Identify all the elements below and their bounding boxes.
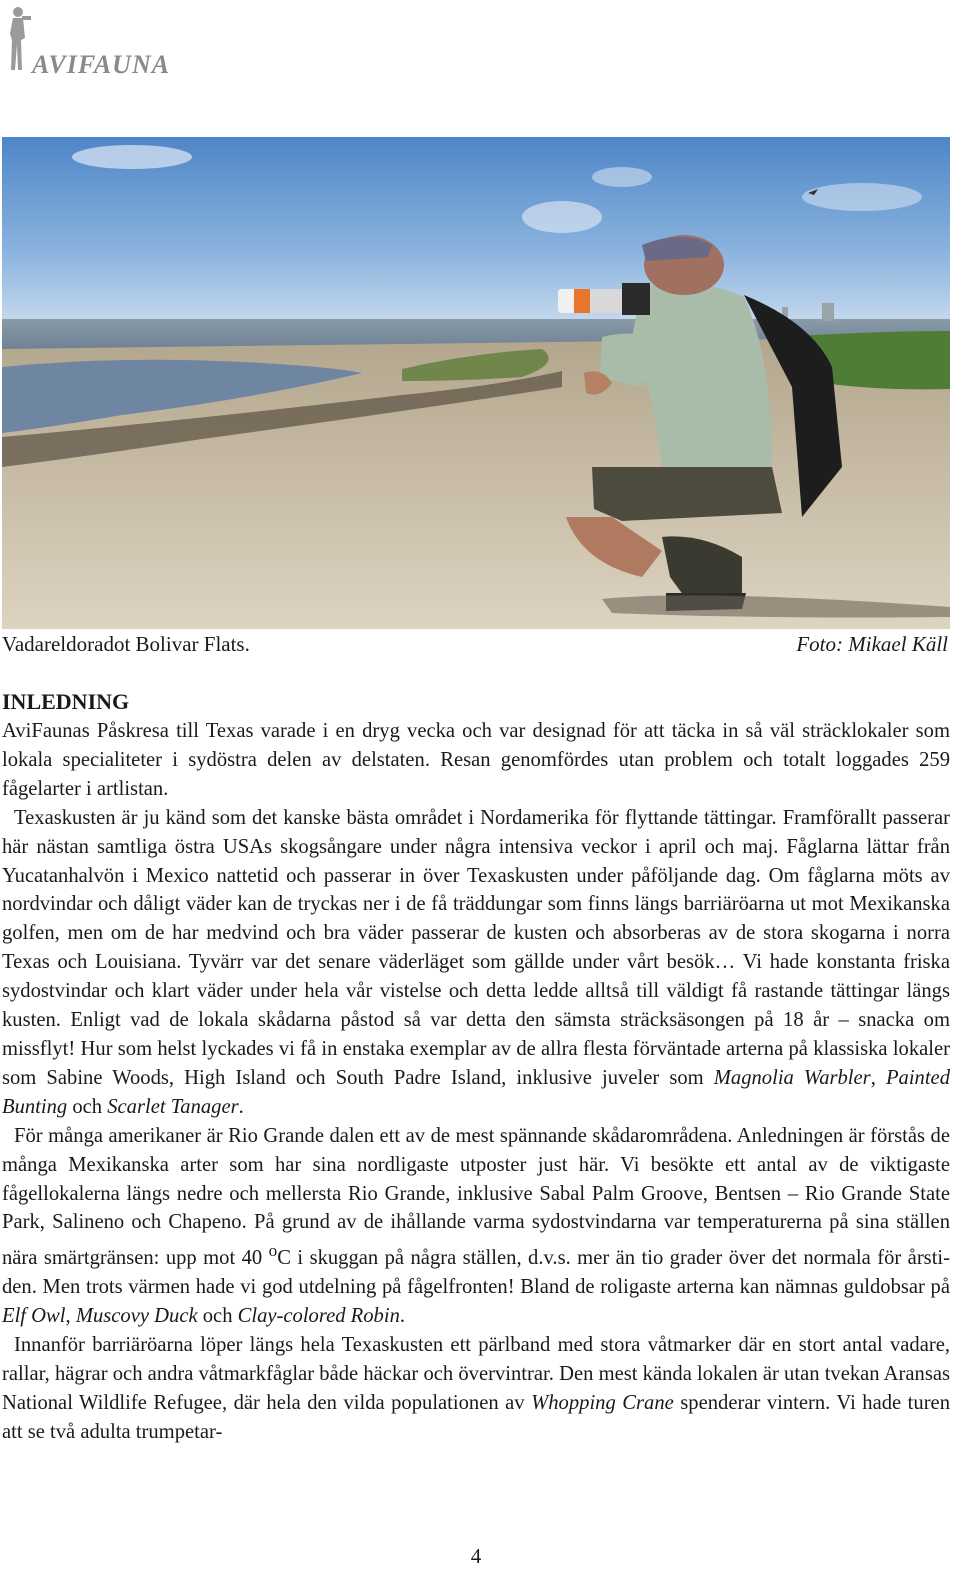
species-name: Scarlet Tanager [107, 1095, 239, 1118]
text-run: , [870, 1066, 886, 1089]
photo-caption: Vadareldoradot Bolivar Flats. [2, 632, 250, 656]
paragraph-3 [2, 1122, 950, 1331]
birdwatcher-logo-icon [4, 4, 34, 76]
text-run: C i skuggan på några ställen, d.v.s. mer än tio grader över det normala för årstiden. Men trots värmen hade vi god utdelning på fågelfronten! Bland de roligaste arterna kan nämnas guldobsar på [2, 1247, 950, 1299]
logo-text: AVIFAUNA [32, 50, 171, 79]
text-run: och [197, 1304, 238, 1327]
paragraph-4 [2, 1331, 950, 1447]
page-number: 4 [470, 1544, 482, 1568]
text-run: AviFaunas Påskresa till Texas varade i en dryg vecka och var designad för att täcka in så väl sträcklokaler som lokala specialiteter i sydöstra delen av delstaten. Resan genomfördes utan problem och totalt loggades 259 fågelarter i artlistan. [2, 720, 950, 800]
paragraph-2 [2, 804, 950, 1122]
text-run: . [238, 1095, 244, 1118]
text-run: För många amerikaner är Rio Grande dalen ett av de mest spännande skådarområdena. Anledningen är förstås de många Mexikanska arter som har sina nordligaste utposter just här. Vi besökte ett antal av de viktigaste fågellokalerna längs nedre och mellersta Rio Grande, inklusive Sabal Palm Groove, Bentsen – Rio Grande State Park, Salineno och Chapeno. På grund av de ihållande varma sydostvindarna var temperaturerna på sina ställen nära smärtgränsen: upp mot 40 [2, 1124, 950, 1270]
section-heading: INLEDNING [2, 689, 130, 714]
text-run: spenderar vintern. Vi hade turen att se två adulta trumpetar- [2, 1391, 950, 1443]
species-name: Magnolia Warbler [713, 1066, 871, 1089]
photo-credit: Foto: Mikael Käll [796, 632, 948, 656]
degree-superscript: o [268, 1241, 278, 1261]
species-name: Muscovy Duck [75, 1304, 198, 1327]
text-run: Texaskusten är ju känd som det kanske bästa området i Nordamerika för flyttande tättingar. Framförallt passerar här nästan samtliga östra USAs skogsångare under några intensiva veckor i april och maj. Fåglarna lättar från Yucatanhalvön i Mexico nattetid och passerar in över Texaskusten under påföljande dag. Om fåglarna möts av nordvindar och dåligt väder kan de tryckas ner i de få träddungar som finns längs barriäröarna ut mot Mexikanska golfen, men om de har medvind och bra väder passerar de kusten och absorberas av de stora skogarna i norra Texas och Louisiana. Tyvärr var det senare väderläget som gällde under vårt besök… Vi hade konstanta friska sydostvindar och klart väder under hela vår vistelse och detta ledde alltså till väldigt få rastande tättingar längs kusten. Enligt vad de lokala skådarna påstod så var detta den sämsta sträcksäsongen på 18 år – snacka om missflyt! Hur som helst lyckades vi få in enstaka exemplar av de allra flesta förväntade arterna på klassiska lokaler som Sabine Woods, High Island och South Padre Island, inklusive juveler som [2, 806, 950, 1089]
text-run: , [65, 1304, 76, 1327]
text-run: och [67, 1095, 108, 1118]
birdwatcher-beach-photo [2, 137, 950, 629]
paragraph-1 [2, 717, 950, 804]
species-name: Painted Bunting [2, 1066, 950, 1118]
text-run: Innanför barriäröarna löper längs hela Texaskusten ett pärlband med stora våtmarker där en stort antal vadare, rallar, hägrar och andra våtmarkfåglar både häckar och övervintrar. Den mest kända lokalen är utan tvekan Aransas National Wildlife Refugee, där hela den vilda populationen av [2, 1333, 950, 1414]
text-run: . [399, 1304, 406, 1327]
article-body [2, 717, 950, 1447]
species-name: Whopping Crane [531, 1391, 674, 1414]
species-name: Elf Owl [2, 1304, 66, 1327]
species-name: Clay-colored Robin [237, 1304, 400, 1327]
avifauna-logo [4, 4, 204, 84]
